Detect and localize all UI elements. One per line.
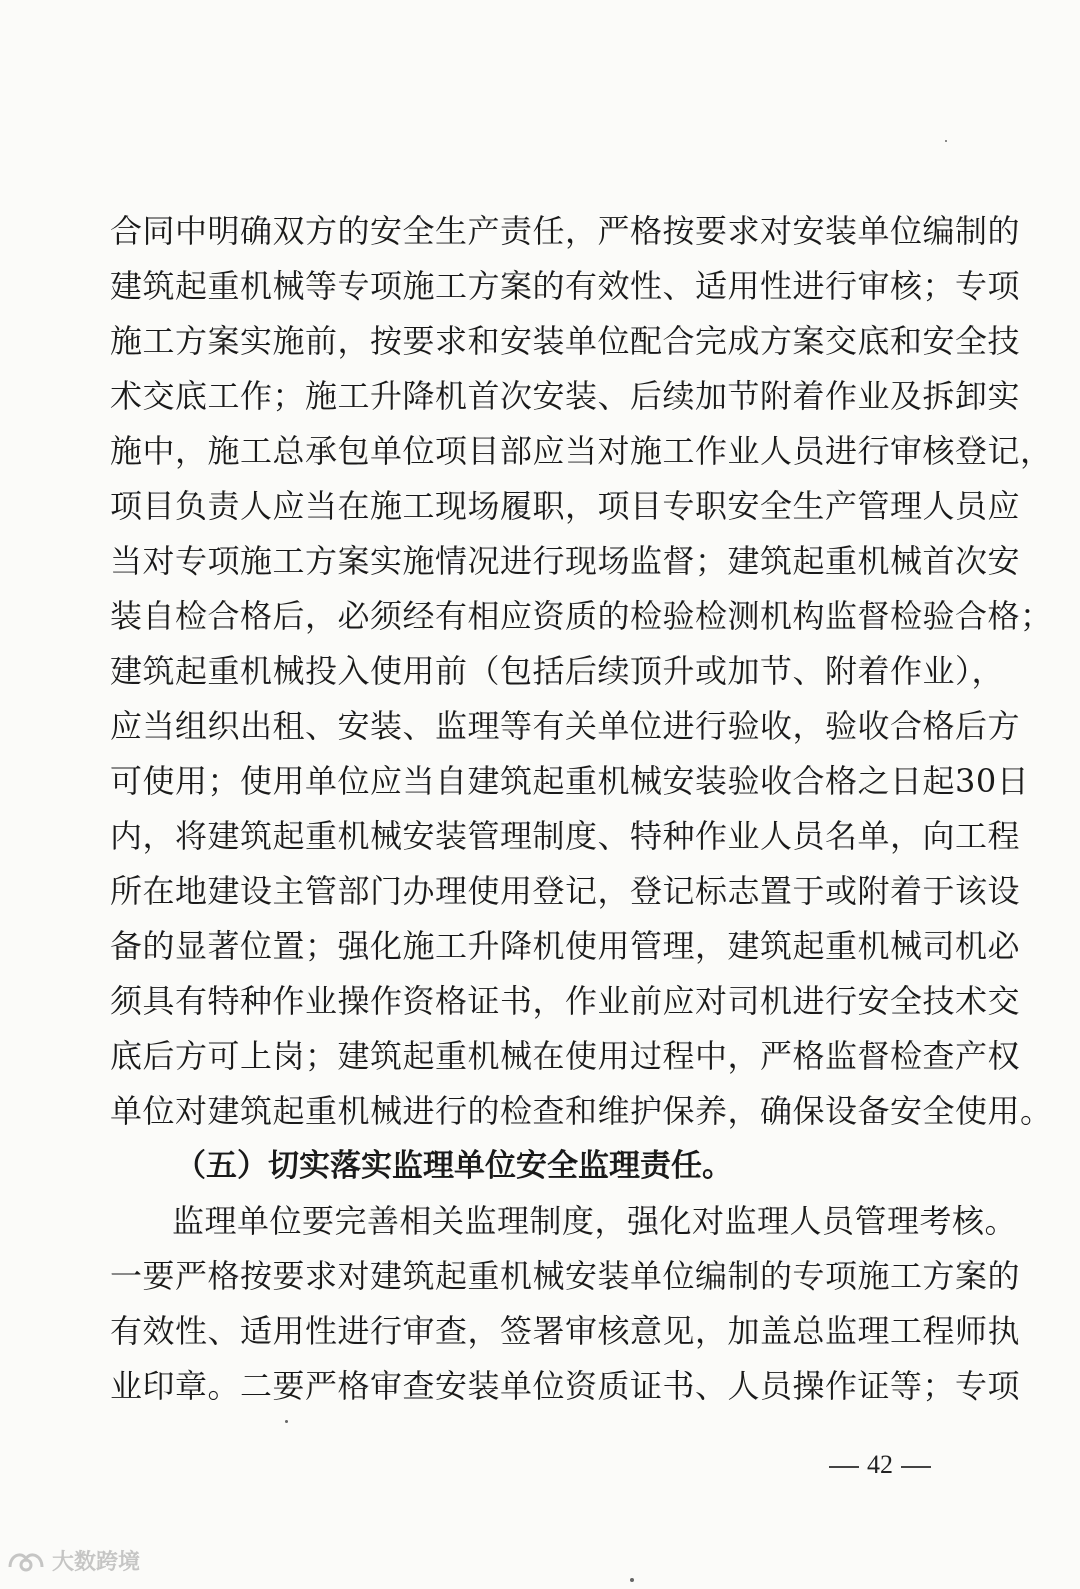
body-line: 项目负责人应当在施工现场履职，项目专职安全生产管理人员应: [110, 487, 1021, 525]
body-line: 所在地建设主管部门办理使用登记，登记标志置于或附着于该设: [110, 872, 1021, 910]
section-heading: （五）切实落实监理单位安全监理责任。: [175, 1148, 733, 1184]
body-line: 底后方可上岗；建筑起重机械在使用过程中，严格监督检查产权: [110, 1037, 1021, 1075]
body-line: 业印章。二要严格审查安装单位资质证书、人员操作证等；专项: [110, 1367, 1021, 1405]
body-line: 施工方案实施前，按要求和安装单位配合完成方案交底和安全技: [110, 322, 1021, 360]
scan-speck: [285, 1420, 288, 1423]
body-line: 当对专项施工方案实施情况进行现场监督；建筑起重机械首次安: [110, 542, 1021, 580]
body-line: 施中，施工总承包单位项目部应当对施工作业人员进行审核登记，: [110, 432, 1053, 470]
body-line: 装自检合格后，必须经有相应资质的检验检测机构监督检验合格；: [110, 597, 1053, 635]
body-line: 建筑起重机械投入使用前（包括后续顶升或加节、附着作业），: [110, 652, 1005, 690]
dash-right: [901, 1466, 931, 1468]
body-line: 监理单位要完善相关监理制度，强化对监理人员管理考核。: [172, 1202, 1018, 1240]
page-number-value: 42: [867, 1450, 893, 1479]
dash-left: [829, 1466, 859, 1468]
scan-speck: [945, 140, 947, 142]
watermark-logo-icon: [6, 1545, 46, 1575]
body-line: 单位对建筑起重机械进行的检查和维护保养，确保设备安全使用。: [110, 1092, 1053, 1130]
body-line: 内，将建筑起重机械安装管理制度、特种作业人员名单，向工程: [110, 817, 1021, 855]
body-line: 建筑起重机械等专项施工方案的有效性、适用性进行审核；专项: [110, 267, 1021, 305]
body-line: 有效性、适用性进行审查，签署审核意见，加盖总监理工程师执: [110, 1312, 1021, 1350]
scan-speck: [630, 1578, 634, 1582]
body-line: 备的显著位置；强化施工升降机使用管理，建筑起重机械司机必: [110, 927, 1021, 965]
body-line: 合同中明确双方的安全生产责任，严格按要求对安装单位编制的: [110, 212, 1021, 250]
body-line: 一要严格按要求对建筑起重机械安装单位编制的专项施工方案的: [110, 1257, 1021, 1295]
body-line: 应当组织出租、安装、监理等有关单位进行验收，验收合格后方: [110, 707, 1021, 745]
watermark-text: 大数跨境: [52, 1549, 141, 1575]
body-line: 须具有特种作业操作资格证书，作业前应对司机进行安全技术交: [110, 982, 1021, 1020]
body-line: 可使用；使用单位应当自建筑起重机械安装验收合格之日起30日: [110, 762, 1030, 800]
page-number: [820, 1450, 940, 1480]
watermark: [6, 1540, 140, 1580]
body-line: 术交底工作；施工升降机首次安装、后续加节附着作业及拆卸实: [110, 377, 1021, 415]
